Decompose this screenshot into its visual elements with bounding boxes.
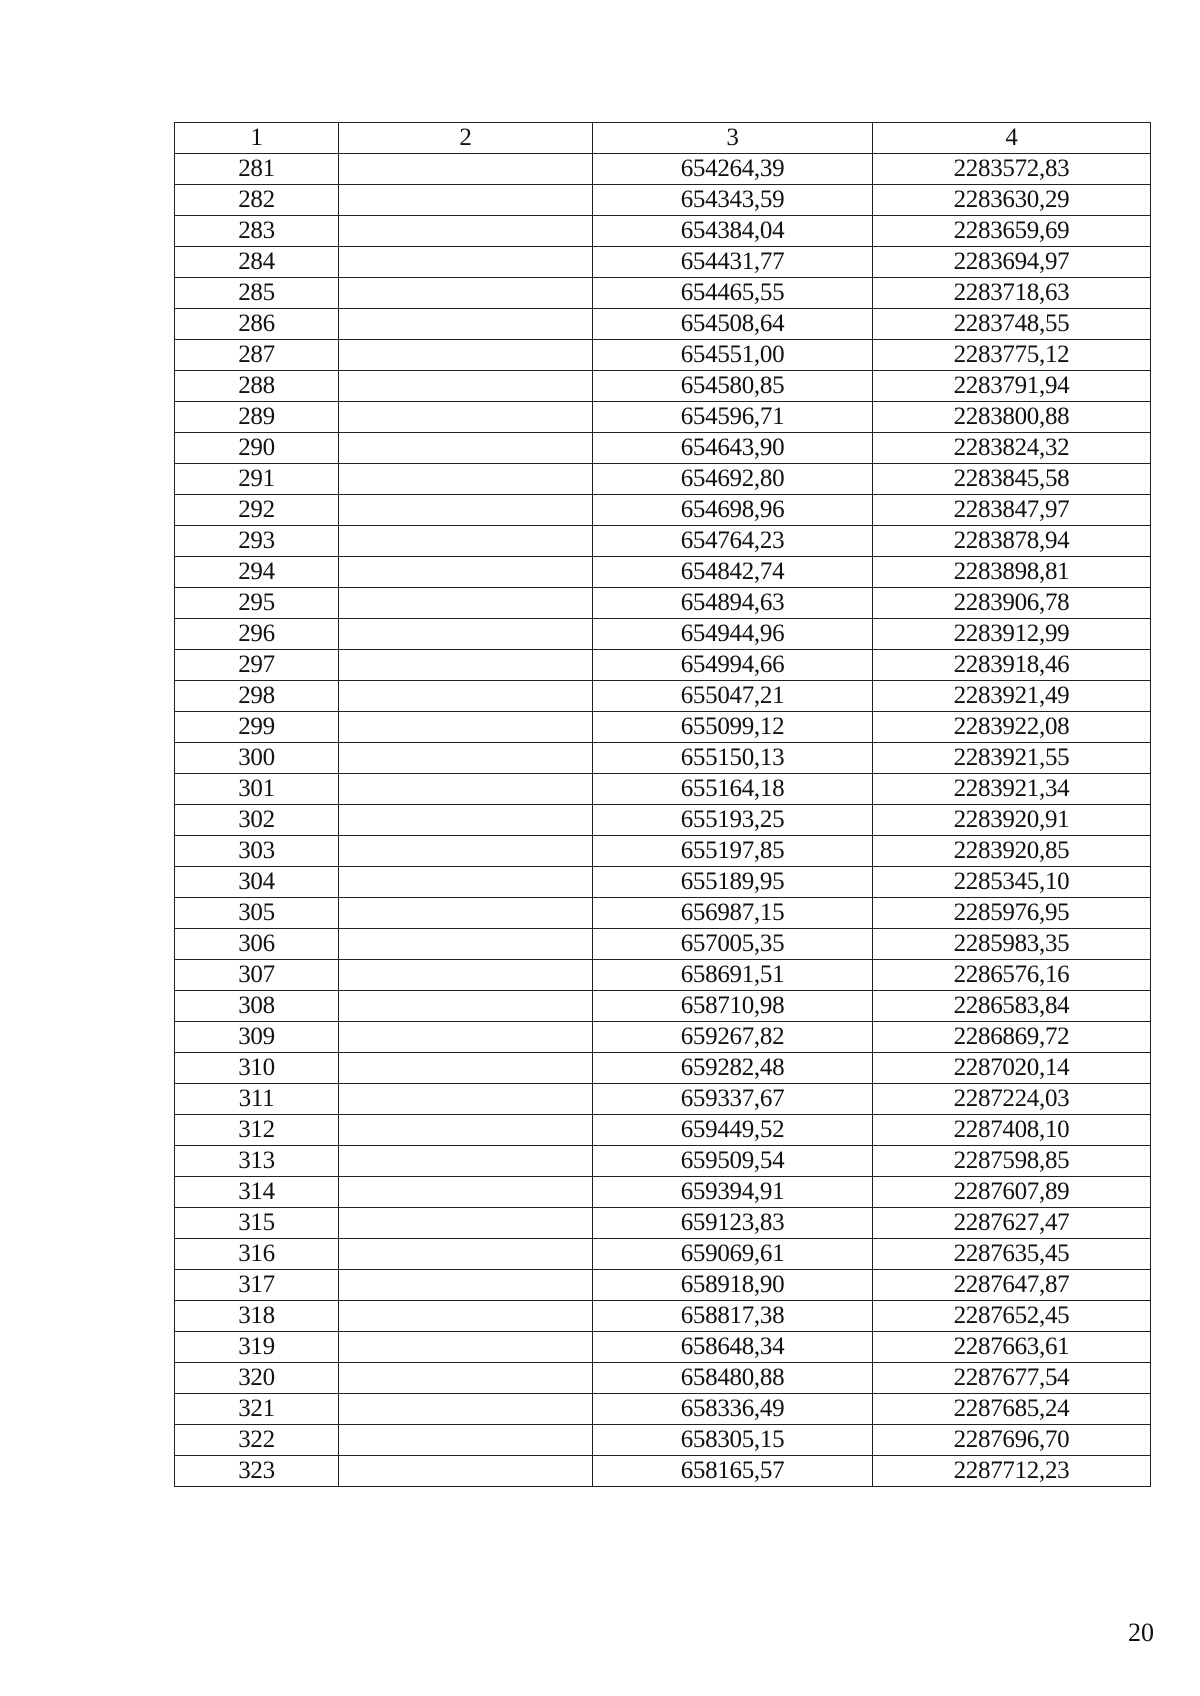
- description-cell: [339, 1146, 593, 1177]
- table-row: [175, 1456, 1151, 1487]
- x-coordinate-cell: 659509,54: [593, 1146, 873, 1177]
- point-number-cell: 289: [175, 402, 339, 433]
- point-number-cell: 283: [175, 216, 339, 247]
- y-coordinate-cell: 2285983,35: [873, 929, 1151, 960]
- table-row: [175, 247, 1151, 278]
- x-coordinate-cell: 654431,77: [593, 247, 873, 278]
- point-number-cell: 305: [175, 898, 339, 929]
- y-coordinate-cell: 2287685,24: [873, 1394, 1151, 1425]
- y-coordinate-cell: 2283800,88: [873, 402, 1151, 433]
- x-coordinate-cell: 654596,71: [593, 402, 873, 433]
- page-number: 20: [1128, 1618, 1154, 1647]
- x-coordinate-cell: 659267,82: [593, 1022, 873, 1053]
- x-coordinate-cell: 654842,74: [593, 557, 873, 588]
- x-coordinate-cell: 655150,13: [593, 743, 873, 774]
- table-row: [175, 495, 1151, 526]
- table-row: [175, 526, 1151, 557]
- point-number-cell: 287: [175, 340, 339, 371]
- point-number-cell: 301: [175, 774, 339, 805]
- x-coordinate-cell: 655047,21: [593, 681, 873, 712]
- table-row: [175, 991, 1151, 1022]
- point-number-cell: 313: [175, 1146, 339, 1177]
- y-coordinate-cell: 2287647,87: [873, 1270, 1151, 1301]
- y-coordinate-cell: 2283824,32: [873, 433, 1151, 464]
- description-cell: [339, 1270, 593, 1301]
- description-cell: [339, 867, 593, 898]
- table-row: [175, 898, 1151, 929]
- description-cell: [339, 309, 593, 340]
- point-number-cell: 311: [175, 1084, 339, 1115]
- x-coordinate-cell: 658648,34: [593, 1332, 873, 1363]
- description-cell: [339, 929, 593, 960]
- description-cell: [339, 1456, 593, 1487]
- description-cell: [339, 681, 593, 712]
- description-cell: [339, 743, 593, 774]
- x-coordinate-cell: 654692,80: [593, 464, 873, 495]
- y-coordinate-cell: 2287224,03: [873, 1084, 1151, 1115]
- x-coordinate-cell: 654508,64: [593, 309, 873, 340]
- description-cell: [339, 247, 593, 278]
- point-number-cell: 285: [175, 278, 339, 309]
- table-row: [175, 1332, 1151, 1363]
- table-row: [175, 1425, 1151, 1456]
- description-cell: [339, 712, 593, 743]
- point-number-cell: 293: [175, 526, 339, 557]
- description-cell: [339, 1394, 593, 1425]
- point-number-cell: 291: [175, 464, 339, 495]
- table-row: [175, 867, 1151, 898]
- description-cell: [339, 991, 593, 1022]
- y-coordinate-cell: 2287598,85: [873, 1146, 1151, 1177]
- x-coordinate-cell: 654264,39: [593, 154, 873, 185]
- y-coordinate-cell: 2283906,78: [873, 588, 1151, 619]
- y-coordinate-cell: 2283921,49: [873, 681, 1151, 712]
- description-cell: [339, 1177, 593, 1208]
- description-cell: [339, 1053, 593, 1084]
- x-coordinate-cell: 658165,57: [593, 1456, 873, 1487]
- y-coordinate-cell: 2283921,55: [873, 743, 1151, 774]
- y-coordinate-cell: 2287696,70: [873, 1425, 1151, 1456]
- coordinates-table: [174, 122, 1151, 1487]
- y-coordinate-cell: 2283572,83: [873, 154, 1151, 185]
- y-coordinate-cell: 2287663,61: [873, 1332, 1151, 1363]
- x-coordinate-cell: 659449,52: [593, 1115, 873, 1146]
- y-coordinate-cell: 2283918,46: [873, 650, 1151, 681]
- table-row: [175, 588, 1151, 619]
- point-number-cell: 298: [175, 681, 339, 712]
- x-coordinate-cell: 655164,18: [593, 774, 873, 805]
- x-coordinate-cell: 654994,66: [593, 650, 873, 681]
- point-number-cell: 300: [175, 743, 339, 774]
- description-cell: [339, 185, 593, 216]
- x-coordinate-cell: 654465,55: [593, 278, 873, 309]
- x-coordinate-cell: 658305,15: [593, 1425, 873, 1456]
- x-coordinate-cell: 654698,96: [593, 495, 873, 526]
- y-coordinate-cell: 2283878,94: [873, 526, 1151, 557]
- y-coordinate-cell: 2286583,84: [873, 991, 1151, 1022]
- table-row: [175, 1022, 1151, 1053]
- y-coordinate-cell: 2287712,23: [873, 1456, 1151, 1487]
- table-row: [175, 1363, 1151, 1394]
- table-row: [175, 681, 1151, 712]
- table-row: [175, 371, 1151, 402]
- x-coordinate-cell: 655099,12: [593, 712, 873, 743]
- y-coordinate-cell: 2283775,12: [873, 340, 1151, 371]
- y-coordinate-cell: 2286869,72: [873, 1022, 1151, 1053]
- table-row: [175, 836, 1151, 867]
- point-number-cell: 315: [175, 1208, 339, 1239]
- y-coordinate-cell: 2283659,69: [873, 216, 1151, 247]
- table-row: [175, 712, 1151, 743]
- description-cell: [339, 836, 593, 867]
- x-coordinate-cell: 654343,59: [593, 185, 873, 216]
- table-row: [175, 433, 1151, 464]
- point-number-cell: 282: [175, 185, 339, 216]
- y-coordinate-cell: 2287607,89: [873, 1177, 1151, 1208]
- point-number-cell: 320: [175, 1363, 339, 1394]
- x-coordinate-cell: 658918,90: [593, 1270, 873, 1301]
- y-coordinate-cell: 2285976,95: [873, 898, 1151, 929]
- y-coordinate-cell: 2287677,54: [873, 1363, 1151, 1394]
- y-coordinate-cell: 2283912,99: [873, 619, 1151, 650]
- description-cell: [339, 278, 593, 309]
- point-number-cell: 317: [175, 1270, 339, 1301]
- point-number-cell: 312: [175, 1115, 339, 1146]
- table-row: [175, 774, 1151, 805]
- description-cell: [339, 588, 593, 619]
- x-coordinate-cell: 654580,85: [593, 371, 873, 402]
- point-number-cell: 288: [175, 371, 339, 402]
- table-row: [175, 650, 1151, 681]
- table-row: [175, 340, 1151, 371]
- description-cell: [339, 464, 593, 495]
- y-coordinate-cell: 2287635,45: [873, 1239, 1151, 1270]
- point-number-cell: 303: [175, 836, 339, 867]
- description-cell: [339, 898, 593, 929]
- y-coordinate-cell: 2283694,97: [873, 247, 1151, 278]
- description-cell: [339, 557, 593, 588]
- point-number-cell: 284: [175, 247, 339, 278]
- x-coordinate-cell: 655189,95: [593, 867, 873, 898]
- x-coordinate-cell: 655193,25: [593, 805, 873, 836]
- point-number-cell: 290: [175, 433, 339, 464]
- x-coordinate-cell: 654894,63: [593, 588, 873, 619]
- x-coordinate-cell: 654944,96: [593, 619, 873, 650]
- point-number-cell: 316: [175, 1239, 339, 1270]
- point-number-cell: 296: [175, 619, 339, 650]
- point-number-cell: 294: [175, 557, 339, 588]
- x-coordinate-cell: 659337,67: [593, 1084, 873, 1115]
- point-number-cell: 307: [175, 960, 339, 991]
- description-cell: [339, 774, 593, 805]
- point-number-cell: 292: [175, 495, 339, 526]
- description-cell: [339, 1115, 593, 1146]
- table-row: [175, 278, 1151, 309]
- table-row: [175, 1053, 1151, 1084]
- x-coordinate-cell: 658336,49: [593, 1394, 873, 1425]
- x-coordinate-cell: 659069,61: [593, 1239, 873, 1270]
- table-header-row: [175, 123, 1151, 154]
- x-coordinate-cell: 658710,98: [593, 991, 873, 1022]
- x-coordinate-cell: 654643,90: [593, 433, 873, 464]
- x-coordinate-cell: 654384,04: [593, 216, 873, 247]
- x-coordinate-cell: 654764,23: [593, 526, 873, 557]
- table-row: [175, 1394, 1151, 1425]
- y-coordinate-cell: 2287652,45: [873, 1301, 1151, 1332]
- description-cell: [339, 154, 593, 185]
- x-coordinate-cell: 657005,35: [593, 929, 873, 960]
- point-number-cell: 309: [175, 1022, 339, 1053]
- point-number-cell: 319: [175, 1332, 339, 1363]
- table-row: [175, 154, 1151, 185]
- x-coordinate-cell: 659394,91: [593, 1177, 873, 1208]
- point-number-cell: 323: [175, 1456, 339, 1487]
- description-cell: [339, 1332, 593, 1363]
- description-cell: [339, 526, 593, 557]
- point-number-cell: 299: [175, 712, 339, 743]
- column-header-3: 3: [593, 123, 873, 154]
- description-cell: [339, 960, 593, 991]
- y-coordinate-cell: 2283748,55: [873, 309, 1151, 340]
- table-row: [175, 929, 1151, 960]
- x-coordinate-cell: 658691,51: [593, 960, 873, 991]
- x-coordinate-cell: 658480,88: [593, 1363, 873, 1394]
- table-row: [175, 309, 1151, 340]
- description-cell: [339, 340, 593, 371]
- y-coordinate-cell: 2287020,14: [873, 1053, 1151, 1084]
- point-number-cell: 295: [175, 588, 339, 619]
- description-cell: [339, 1208, 593, 1239]
- column-header-4: 4: [873, 123, 1151, 154]
- x-coordinate-cell: 659123,83: [593, 1208, 873, 1239]
- table-row: [175, 1301, 1151, 1332]
- table-body: [175, 154, 1151, 1487]
- description-cell: [339, 1425, 593, 1456]
- description-cell: [339, 371, 593, 402]
- point-number-cell: 302: [175, 805, 339, 836]
- table-row: [175, 743, 1151, 774]
- y-coordinate-cell: 2283898,81: [873, 557, 1151, 588]
- point-number-cell: 310: [175, 1053, 339, 1084]
- table-row: [175, 402, 1151, 433]
- table-row: [175, 185, 1151, 216]
- y-coordinate-cell: 2283920,85: [873, 836, 1151, 867]
- table-row: [175, 1146, 1151, 1177]
- table-row: [175, 1177, 1151, 1208]
- point-number-cell: 286: [175, 309, 339, 340]
- y-coordinate-cell: 2283847,97: [873, 495, 1151, 526]
- table-row: [175, 960, 1151, 991]
- table-row: [175, 1084, 1151, 1115]
- table-row: [175, 1239, 1151, 1270]
- y-coordinate-cell: 2283920,91: [873, 805, 1151, 836]
- description-cell: [339, 433, 593, 464]
- y-coordinate-cell: 2285345,10: [873, 867, 1151, 898]
- y-coordinate-cell: 2283791,94: [873, 371, 1151, 402]
- description-cell: [339, 402, 593, 433]
- point-number-cell: 314: [175, 1177, 339, 1208]
- description-cell: [339, 216, 593, 247]
- y-coordinate-cell: 2283921,34: [873, 774, 1151, 805]
- table-row: [175, 1270, 1151, 1301]
- x-coordinate-cell: 658817,38: [593, 1301, 873, 1332]
- y-coordinate-cell: 2283718,63: [873, 278, 1151, 309]
- x-coordinate-cell: 654551,00: [593, 340, 873, 371]
- table-row: [175, 1208, 1151, 1239]
- description-cell: [339, 805, 593, 836]
- point-number-cell: 318: [175, 1301, 339, 1332]
- description-cell: [339, 619, 593, 650]
- y-coordinate-cell: 2286576,16: [873, 960, 1151, 991]
- y-coordinate-cell: 2287408,10: [873, 1115, 1151, 1146]
- x-coordinate-cell: 656987,15: [593, 898, 873, 929]
- y-coordinate-cell: 2283922,08: [873, 712, 1151, 743]
- point-number-cell: 306: [175, 929, 339, 960]
- y-coordinate-cell: 2283630,29: [873, 185, 1151, 216]
- column-header-1: 1: [175, 123, 339, 154]
- table-row: [175, 619, 1151, 650]
- x-coordinate-cell: 659282,48: [593, 1053, 873, 1084]
- y-coordinate-cell: 2287627,47: [873, 1208, 1151, 1239]
- point-number-cell: 322: [175, 1425, 339, 1456]
- point-number-cell: 308: [175, 991, 339, 1022]
- column-header-2: 2: [339, 123, 593, 154]
- description-cell: [339, 495, 593, 526]
- point-number-cell: 297: [175, 650, 339, 681]
- description-cell: [339, 650, 593, 681]
- x-coordinate-cell: 655197,85: [593, 836, 873, 867]
- point-number-cell: 321: [175, 1394, 339, 1425]
- point-number-cell: 304: [175, 867, 339, 898]
- table-row: [175, 464, 1151, 495]
- description-cell: [339, 1022, 593, 1053]
- table-row: [175, 805, 1151, 836]
- table-row: [175, 557, 1151, 588]
- point-number-cell: 281: [175, 154, 339, 185]
- y-coordinate-cell: 2283845,58: [873, 464, 1151, 495]
- table-row: [175, 216, 1151, 247]
- description-cell: [339, 1084, 593, 1115]
- table-row: [175, 1115, 1151, 1146]
- description-cell: [339, 1301, 593, 1332]
- description-cell: [339, 1239, 593, 1270]
- description-cell: [339, 1363, 593, 1394]
